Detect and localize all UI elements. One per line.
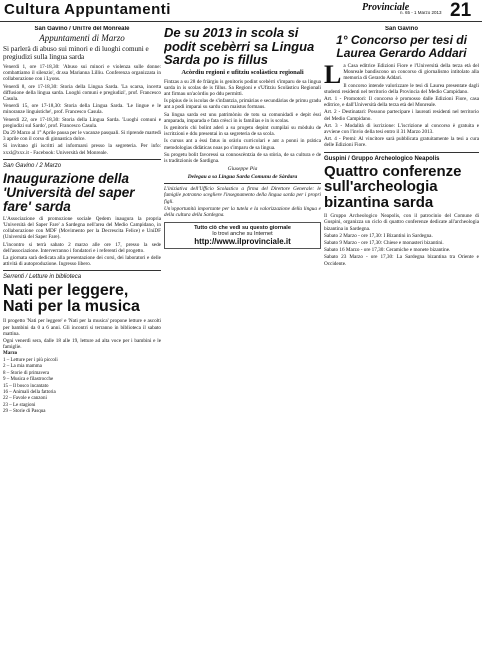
divider: [324, 152, 479, 153]
article2-title: Inaugurazione della 'Università del saper fare' sarda: [3, 170, 135, 214]
list-item: 2 – La mia mamma: [3, 364, 42, 370]
article-deck: Acòrdiu regioni e ufitziu scolàsticu regionali: [181, 68, 304, 76]
divider: [3, 270, 161, 271]
paragraph: Su progetu bolit favoressi sa connoscèntzia de sa stòria, de sa cultura e de is traditzionis de Sardigna.: [164, 151, 321, 164]
issue-info: n. 65 - 1 Marzo 2013: [400, 10, 442, 15]
drop-cap: L: [324, 60, 342, 89]
paragraph: Art. 3 - Modalità di iscrizione: L'iscrizione al concorso è gratuita e avviene con l'invio della tesi entro il 31 Marzo 2013.: [324, 122, 479, 136]
article1-title: Appuntamenti di Marzo: [39, 33, 125, 43]
paragraph-text: a Casa editrice Edizioni Fiore e l'Università della terza età del Monreale bandiscono un concorso di giornalismo intitolato alla memoria di Gerardo Addari.: [343, 63, 479, 82]
paragraph: L'Associazione di promozione sociale Qedem inaugura la propria 'Università del Saper Fare' a Sardegna nell'area del Medio Campidano, in collaborazione con MDF (Movimento per la Decrescita Felice) e UniDF (Università del Saper Fare).: [3, 215, 161, 241]
article1-body: [324, 60, 479, 149]
paragraph: Il Gruppo Archeologico Neapolis, con il patrocinio del Comune di Guspini, organizza un ciclo di quattro conferenze dedicate all'archeologia bizantina in Sardegna.: [324, 213, 479, 232]
author-role: Delegau a sa Lingua Sarda Comunu de Sàrdara: [187, 174, 298, 181]
paragraph: Un'opportunità importante per la tutela e la valorizzazione della lingua e della cultura della Sardegna.: [164, 205, 321, 218]
website-ad[interactable]: [164, 222, 321, 249]
events-list: [3, 351, 161, 415]
paragraph: Is pipius de is iscolas de s'infantzia, primàrias e secundàrias de primu gradu ant a podi imparai su sardu cun maistus formaus.: [164, 98, 321, 111]
paragraph: Is cursus ant a èssi fatus in oràriu curricolari e ant a ponni in pràtica metodologias didàticas noas po s'imparu de sa lingua.: [164, 138, 321, 151]
paragraph: Da 29 Marzo al 1° Aprile pausa per le vacanze pasquali. Si riprende martedì 3 aprile con il corso di ginnastica dolce.: [3, 130, 161, 143]
left-column: [3, 26, 161, 654]
paragraph: La giornata sarà dedicata alla presentazione dei corsi, dei laboratori e delle attività di autoproduzione. Ingresso libero.: [3, 255, 161, 268]
page-number: 21: [450, 0, 472, 21]
list-item: 22 – Favole e canzoni: [3, 396, 47, 402]
article2-title: Quattro conferenze sull'archeologia bizantina sarda: [324, 162, 462, 211]
divider: [164, 183, 321, 184]
ad-line: Tutto ciò che vedi su questo giornale: [194, 225, 291, 232]
list-item: 1 – Letture per i più piccoli: [3, 357, 58, 363]
article-title: De su 2013 in scola si podit scebèrri sa Lingua Sarda po is fillus: [164, 26, 315, 67]
paragraph: Il progetto 'Nati per leggere' e 'Nati per la musica' propone letture e ascolti per bambini da 0 a 6 anni. Gli incontri si terranno in biblioteca il sabato mattina.: [3, 318, 161, 337]
list-item: Marzo: [3, 351, 18, 357]
paragraph: Art. 1 - Promotori: Il concorso è promosso dalle Edizioni Fiore, casa editrice, e dall'Università della terza età del Monreale.: [324, 96, 479, 109]
author-name: Giuseppe Pia: [227, 166, 258, 173]
paragraph: Art. 2 - Destinatari: Possono partecipare i laureati residenti nel territorio del Medio Campidano.: [324, 109, 479, 122]
article2-kicker: San Gavino / 2 Marzo: [3, 162, 62, 169]
paragraph: Sabato 23 Marzo - ore 17,30: La Sardegna bizantina tra Oriente e Occidente.: [324, 254, 479, 267]
paragraph: Art. 4 - Premi: Al vincitore sarà pubblicata gratuitamente la tesi a cura delle Edizioni Fiore.: [324, 136, 479, 149]
article2-body: [324, 213, 479, 267]
ad-line: lo trovi anche su Internet: [212, 231, 273, 238]
article1-title: 1° Concorso per tesi di Laurea Gerardo Addari: [336, 33, 467, 60]
list-item: 16 – Animali della fattoria: [3, 389, 56, 395]
masthead: [0, 0, 482, 22]
paragraph: Sabato 16 Marzo - ore 17,30: Ceramiche e monete bizantine.: [324, 247, 451, 254]
paragraph: Is genitoris chi bolint aderì a su progetu depint cumpilai su mòdulu de iscritzioni e ddu presentai in sa segreteria de sa scola.: [164, 124, 321, 138]
article1-kicker: San Gavino / UniTre del Monreale: [34, 26, 130, 32]
section-title: Cultura Appuntamenti: [4, 1, 171, 18]
article3-title: Nati per leggere, Nati per la musica: [3, 282, 140, 316]
article1-kicker: San Gavino: [384, 26, 418, 32]
list-item: 29 – Storie di Pasqua: [3, 409, 46, 415]
paragraph: Fintzas a su 28 de friàrgiu is genitoris podint scebèrri s'imparu de sa lingua sarda in is scolas de is fillus. Sa Regioni e s'Ufitziu Scolàsticu Regionali ant firmau un'acòrdiu po ddu permìtti.: [164, 78, 321, 97]
brand-logo: Provinciale: [362, 2, 410, 13]
paragraph: Sabato 2 Marzo - ore 17,30: I Bizantini in Sardegna.: [324, 232, 433, 239]
list-item: 23 – Le stagioni: [3, 402, 36, 408]
article-body: [164, 79, 321, 165]
middle-column: [164, 26, 321, 654]
paragraph: Sa lingua sarda est unu patrimòniu de totu sa comunidadi e depit èssi amparada, imparada e fata crèsci in is familias e in is scolas.: [164, 111, 321, 124]
paragraph: Venerdì 22, ore 17-18,30: Storia della Lingua Sarda. 'Luoghi comuni e pregiudizi sul Sardo', prof. Francesco Casula.: [3, 116, 161, 129]
paragraph: Ogni venerdì sera, dalle 18 alle 19, letture ad alta voce per i bambini e le famiglie.: [3, 338, 161, 351]
paragraph: L'incontro si terrà sabato 2 marzo alle ore 17, presso la sede dell'associazione. Interverranno i fondatori e i referenti del progetto.: [3, 241, 161, 254]
paragraph: Il concorso intende valorizzare le tesi di Laurea presentate dagli studenti residenti nel territorio della Provincia del Medio Campidano.: [324, 82, 479, 95]
article3-body: [3, 318, 161, 350]
website-link[interactable]: http://www.ilprovinciale.it: [194, 237, 291, 247]
list-item: 9 – Musica e filastrocche: [3, 377, 54, 383]
paragraph: Venerdì 1, ore 17-18,30: 'Abuso sui minori e violenza sulle donne: combattiamo il silenzio', dr.ssa Marianna Lilliu. Conferenza organizzata in collaborazione con i Lyons.: [3, 64, 161, 83]
paragraph: Venerdì 8, ore 17-18,30: Storia della Lingua Sarda. 'La scarsa, incerta diffusione della lingua sarda. Luoghi comuni e pregiudizi', prof. Francesco Casula.: [3, 83, 161, 103]
article2-kicker: Guspini / Gruppo Archeologico Neapolis: [324, 155, 440, 162]
article-body-italian: [164, 186, 321, 218]
paragraph: Sabato 9 Marzo - ore 17,30: Chiese e monasteri bizantini.: [324, 239, 444, 246]
article1-body: [3, 64, 161, 156]
right-column: [324, 26, 479, 654]
list-item: 15 – Il bosco incantato: [3, 383, 49, 389]
article3-kicker: Serrenti / Letture in biblioteca: [3, 274, 82, 281]
list-item: 8 – Storie di primavera: [3, 370, 50, 376]
paragraph: Venerdì 15, ore 17-18,30: Storia della Lingua Sarda. 'Le lingue e le minoranze linguistiche', prof. Francesco Casula.: [3, 103, 161, 116]
article1-deck: Si parlerà di abuso sui minori e di luoghi comuni e pregiudizi sulla lingua sarda: [3, 45, 149, 61]
divider: [3, 159, 161, 160]
paragraph: Si invitano gli iscritti ad informarsi presso la segreteria. Per info: xxxl@xxx.it - Facebook: Università del Monreale.: [3, 143, 161, 156]
paragraph: L'iniziativa dell'Ufficio Scolastico a firma del Direttore Generale: le famiglie potranno scegliere l'insegnamento della lingua sarda per i propri figli.: [164, 186, 321, 205]
article2-body: [3, 216, 161, 268]
